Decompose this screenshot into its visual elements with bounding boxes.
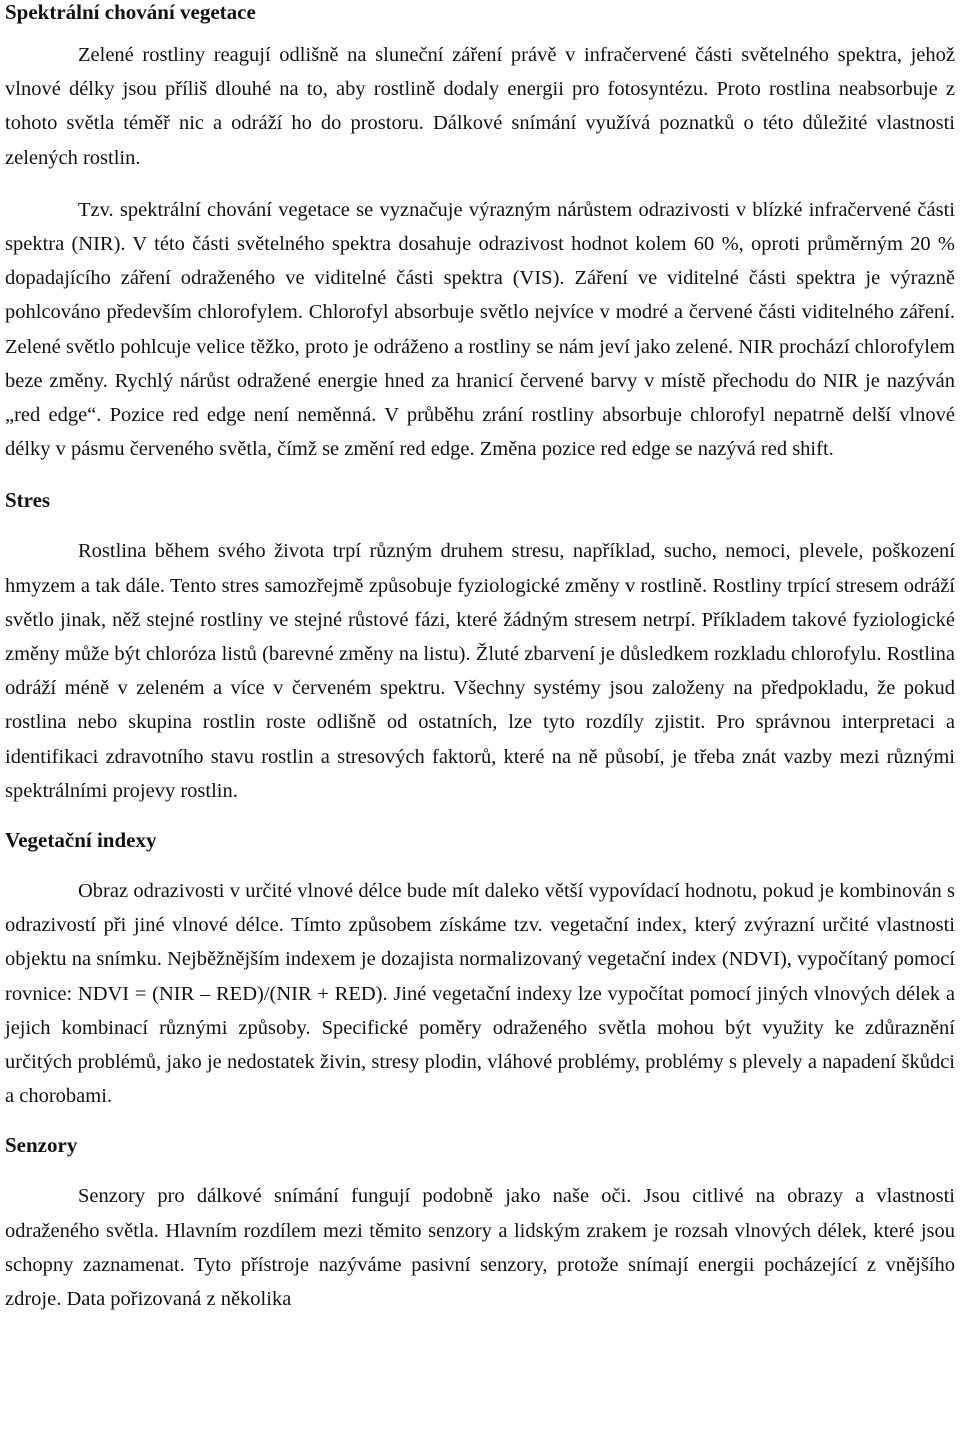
- section-heading-spectral: Spektrální chování vegetace: [5, 0, 256, 24]
- section-heading-sensors: Senzory: [5, 1133, 78, 1158]
- paragraph: Senzory pro dálkové snímání fungují podobně jako naše oči. Jsou citlivé na obrazy a vlastnosti odraženého světla. Hlavním rozdílem mezi těmito senzory a lidským zrakem je rozsah vlnových délek, které jsou schopny zaznamenat. Tyto přístroje nazýváme pasivní senzory, protože snímají energii pocházející z vnějšího zdroje. Data pořizovaná z několika: [5, 1185, 955, 1311]
- section-heading-vegetation-indices: Vegetační indexy: [5, 828, 157, 853]
- paragraph: Zelené rostliny reagují odlišně na sluneční záření právě v infračervené části světelného spektra, jehož vlnové délky jsou příliš dlouhé na to, aby rostlině dodaly energii pro fotosyntézu. Proto rostlina neabsorbuje z tohoto světla téměř nic a odráží ho do prostoru. Dálkové snímání využívá poznatků o této důležité vlastnosti zelených rostlin.: [5, 44, 955, 169]
- document-page: [5, 0, 955, 1316]
- section-heading-stress: Stres: [5, 488, 51, 513]
- paragraph: Obraz odrazivosti v určité vlnové délce bude mít daleko větší vypovídací hodnotu, pokud je kombinován s odrazivostí při jiné vlnové délce. Tímto způsobem získáme tzv. vegetační index, který zvýrazní určité vlastnosti objektu na snímku. Nejběžnějším indexem je dozajista normalizovaný vegetační index (NDVI), vypočítaný pomocí rovnice: NDVI = (NIR – RED)/(NIR + RED). Jiné vegetační indexy lze vypočítat pomocí jiných vlnových délek a jejich kombinací různými způsoby. Specifické poměry odraženého světla mohou být využity ke zdůraznění určitých problémů, jako je nedostatek živin, stresy plodin, vláhové problémy, problémy s plevely a napadení škůdci a chorobami.: [5, 880, 955, 1108]
- paragraph: Rostlina během svého života trpí různým druhem stresu, například, sucho, nemoci, plevele, poškození hmyzem a tak dále. Tento stres samozřejmě způsobuje fyziologické změny v rostlině. Rostliny trpící stresem odráží světlo jinak, něž stejné rostliny ve stejné růstové fázi, které žádným stresem netrpí. Příkladem takové fyziologické změny může být chloróza listů (barevné změny na listu). Žluté zbarvení je důsledkem rozkladu chlorofylu. Rostlina odráží méně v zeleném a více v červeném spektru. Všechny systémy jsou založeny na předpokladu, že pokud rostlina nebo skupina rostlin roste odlišně od ostatních, lze tyto rozdíly zjistit. Pro správnou interpretaci a identifikaci zdravotního stavu rostlin a stresových faktorů, které na ně působí, je třeba znát vazby mezi různými spektrálními projevy rostlin.: [5, 540, 955, 802]
- paragraph: Tzv. spektrální chování vegetace se vyznačuje výrazným nárůstem odrazivosti v blízké infračervené části spektra (NIR). V této části světelného spektra dosahuje odrazivost hodnot kolem 60 %, oproti průměrným 20 % dopadajícího záření odraženého ve viditelné části spektra (VIS). Záření ve viditelné části spektra je výrazně pohlcováno především chlorofylem. Chlorofyl absorbuje světlo nejvíce v modré a červené části viditelného záření. Zelené světlo pohlcuje velice těžko, proto je odráženo a rostliny se nám jeví jako zelené. NIR prochází chlorofylem beze změny. Rychlý nárůst odražené energie hned za hranicí červené barvy v místě přechodu do NIR je nazýván „red edge“. Pozice red edge není neměnná. V průběhu zrání rostliny absorbuje chlorofyl nepatrně delší vlnové délky v pásmu červeného světla, čímž se změní red edge. Změna pozice red edge se nazývá red shift.: [5, 198, 955, 461]
